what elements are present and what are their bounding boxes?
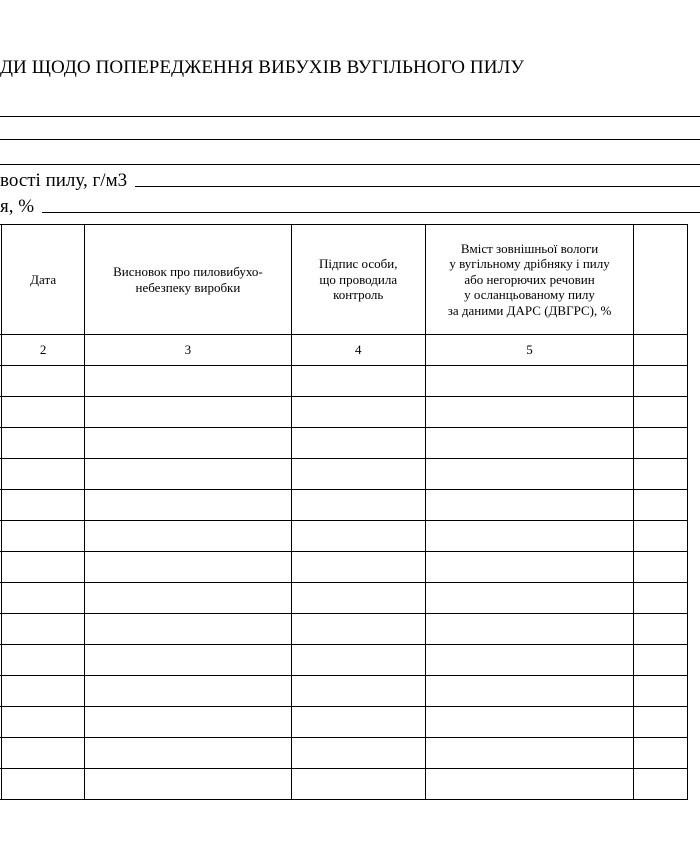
table-cell[interactable] [85, 428, 291, 459]
table-cell[interactable] [425, 645, 633, 676]
control-log-table [0, 224, 688, 800]
header-row [0, 225, 688, 335]
table-cell[interactable] [425, 583, 633, 614]
blank-line-3 [0, 164, 700, 165]
table-cell[interactable] [425, 676, 633, 707]
table-cell[interactable] [291, 676, 425, 707]
header-date: Дата [2, 225, 85, 335]
table-row [0, 769, 688, 800]
table-cell[interactable] [291, 614, 425, 645]
table-cell[interactable] [634, 583, 688, 614]
table-cell[interactable] [425, 614, 633, 645]
table-cell[interactable] [291, 397, 425, 428]
table-cell[interactable] [291, 459, 425, 490]
table-cell[interactable] [291, 583, 425, 614]
table-cell[interactable] [291, 645, 425, 676]
table-cell[interactable] [85, 521, 291, 552]
table-cell[interactable] [2, 645, 85, 676]
table-cell[interactable] [85, 459, 291, 490]
percent-label: я, % [0, 196, 35, 217]
table-row [0, 366, 688, 397]
table-row [0, 552, 688, 583]
table-cell[interactable] [634, 428, 688, 459]
table-cell[interactable] [2, 428, 85, 459]
table-cell[interactable] [2, 614, 85, 645]
table-row [0, 645, 688, 676]
column-number-row [0, 335, 688, 366]
table-cell[interactable] [425, 769, 633, 800]
column-number: 4 [291, 335, 425, 366]
table-cell[interactable] [85, 366, 291, 397]
table-cell[interactable] [634, 676, 688, 707]
table-cell[interactable] [634, 552, 688, 583]
table-cell[interactable] [291, 738, 425, 769]
table-row [0, 738, 688, 769]
table-cell[interactable] [634, 459, 688, 490]
table-cell[interactable] [634, 707, 688, 738]
table-row [0, 428, 688, 459]
form-title: ДИ ЩОДО ПОПЕРЕДЖЕННЯ ВИБУХІВ ВУГІЛЬНОГО ПИЛУ [0, 57, 525, 78]
table-cell[interactable] [291, 521, 425, 552]
table-cell[interactable] [291, 490, 425, 521]
table-cell[interactable] [425, 552, 633, 583]
table-cell[interactable] [85, 769, 291, 800]
table-cell[interactable] [425, 366, 633, 397]
table-cell[interactable] [425, 397, 633, 428]
table-cell[interactable] [2, 490, 85, 521]
blank-line-2 [0, 139, 700, 140]
table-cell[interactable] [2, 521, 85, 552]
table-row [0, 397, 688, 428]
table-cell[interactable] [291, 366, 425, 397]
table-cell[interactable] [634, 769, 688, 800]
column-number [634, 335, 688, 366]
table-cell[interactable] [634, 490, 688, 521]
table-row [0, 676, 688, 707]
table-cell[interactable] [2, 397, 85, 428]
table-cell[interactable] [634, 521, 688, 552]
table-cell[interactable] [85, 676, 291, 707]
table-cell[interactable] [2, 583, 85, 614]
header-signature: Підпис особи, що проводила контроль [291, 225, 425, 335]
table-cell[interactable] [291, 769, 425, 800]
table-cell[interactable] [425, 428, 633, 459]
table-cell[interactable] [85, 645, 291, 676]
table-cell[interactable] [85, 707, 291, 738]
table-cell[interactable] [291, 428, 425, 459]
column-number: 2 [2, 335, 85, 366]
table-cell[interactable] [85, 490, 291, 521]
table-row [0, 707, 688, 738]
table-cell[interactable] [2, 738, 85, 769]
table-cell[interactable] [2, 366, 85, 397]
table-cell[interactable] [634, 645, 688, 676]
dust-concentration-label: вості пилу, г/м3 [0, 170, 128, 191]
column-number: 5 [425, 335, 633, 366]
table-cell[interactable] [2, 552, 85, 583]
table-cell[interactable] [85, 614, 291, 645]
table-cell[interactable] [425, 707, 633, 738]
table-cell[interactable] [85, 552, 291, 583]
table-cell[interactable] [2, 459, 85, 490]
column-number: 3 [85, 335, 291, 366]
table-cell[interactable] [291, 707, 425, 738]
percent-field [0, 192, 700, 216]
table-cell[interactable] [85, 397, 291, 428]
table-cell[interactable] [425, 738, 633, 769]
table-row [0, 459, 688, 490]
dust-concentration-field [0, 166, 700, 190]
header-col-6 [634, 225, 688, 335]
table-cell[interactable] [2, 769, 85, 800]
table-cell[interactable] [85, 583, 291, 614]
dust-concentration-input-line[interactable] [135, 186, 700, 187]
blank-line-1 [0, 116, 700, 117]
table-cell[interactable] [634, 366, 688, 397]
table-cell[interactable] [634, 397, 688, 428]
table-cell[interactable] [291, 552, 425, 583]
table-row [0, 521, 688, 552]
table-cell[interactable] [2, 707, 85, 738]
header-conclusion: Висновок про пиловибухо- небезпеку виробки [85, 225, 291, 335]
table-cell[interactable] [425, 490, 633, 521]
table-cell[interactable] [425, 521, 633, 552]
table-cell[interactable] [634, 738, 688, 769]
table-row [0, 583, 688, 614]
table-cell[interactable] [2, 676, 85, 707]
table-row [0, 614, 688, 645]
table-cell[interactable] [85, 738, 291, 769]
percent-input-line[interactable] [42, 212, 700, 213]
header-moisture-content: Вміст зовнішньої вологи у вугільному дрібняку і пилу або негорючих речовин у осланцьованому пилу за даними ДАРС (ДВГРС), % [425, 225, 633, 335]
table-cell[interactable] [425, 459, 633, 490]
table-row [0, 490, 688, 521]
table-cell[interactable] [634, 614, 688, 645]
